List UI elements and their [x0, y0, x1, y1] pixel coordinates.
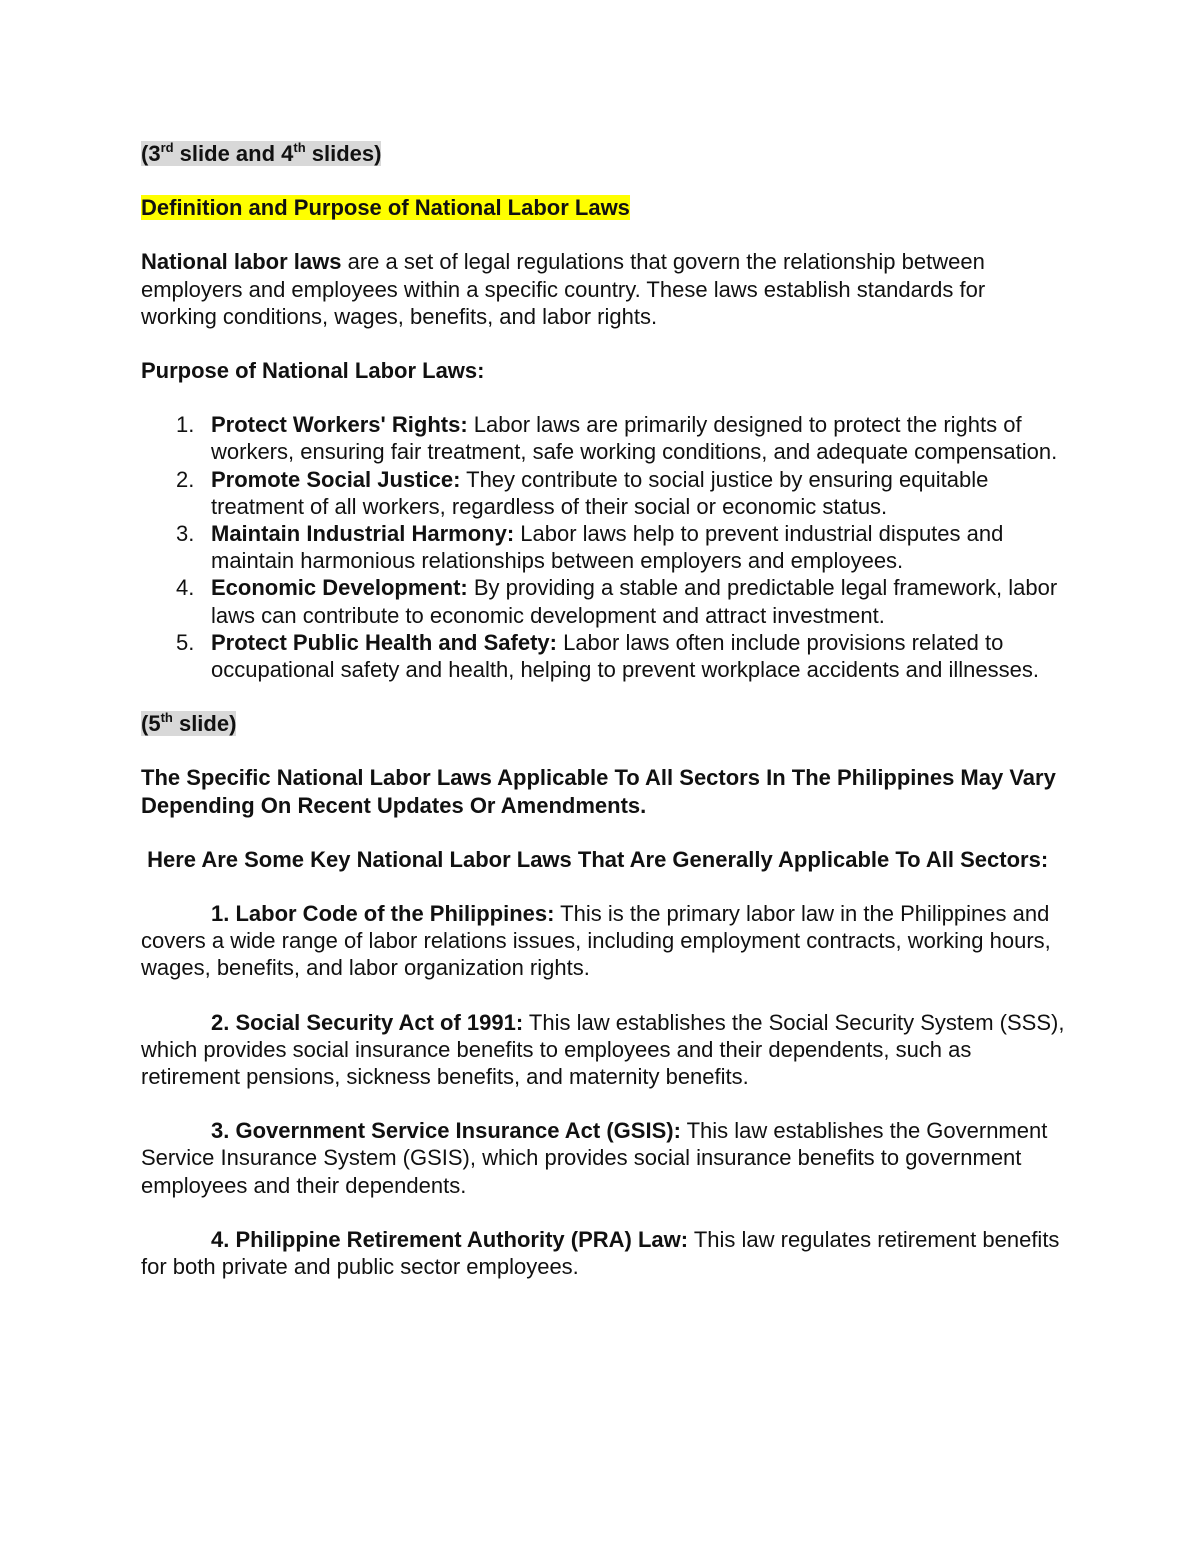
list-item — [141, 411, 1066, 465]
law-item-title: 3. Government Service Insurance Act (GSIS): — [211, 1118, 681, 1144]
slide-marker-5 — [141, 710, 1066, 737]
slide-marker-highlight: (3rd slide and 4th slides) — [141, 139, 382, 166]
law-item — [141, 1117, 1066, 1199]
law-item-title: 2. Social Security Act of 1991: — [211, 1009, 524, 1035]
list-item-title: Protect Workers' Rights: — [211, 412, 468, 438]
slide-marker-3-4 — [141, 140, 1066, 167]
law-item-title: 4. Philippine Retirement Authority (PRA) Law: — [211, 1226, 689, 1252]
list-item-title: Maintain Industrial Harmony: — [211, 521, 515, 547]
law-item — [141, 900, 1066, 982]
list-item-text: Labor laws help to prevent industrial disputes and maintain harmonious relationships between employers and employees. — [211, 521, 1004, 574]
list-item — [141, 520, 1066, 574]
list-item — [141, 466, 1066, 520]
list-item — [141, 629, 1066, 683]
list-item-text: Labor laws are primarily designed to protect the rights of workers, ensuring fair treatment, safe working conditions, and adequate compensation. — [211, 412, 1058, 465]
list-item-number: 4. — [176, 575, 195, 601]
definition-term: National labor laws — [141, 249, 342, 275]
definition-heading-highlight: Definition and Purpose of National Labor Laws — [141, 195, 630, 221]
list-item-text: Labor laws often include provisions related to occupational safety and health, helping to prevent workplace accidents and illnesses. — [211, 629, 1039, 683]
list-item-number: 1. — [176, 412, 195, 438]
list-item-title: Protect Public Health and Safety: — [211, 629, 557, 655]
list-item-title: Promote Social Justice: — [211, 466, 461, 492]
list-item-title: Economic Development: — [211, 575, 468, 601]
definition-heading — [141, 194, 1066, 221]
law-item-text: This law establishes the Social Security System (SSS), which provides social insurance benefits to employees and their dependents, such as retirement pensions, sickness benefits, and maternity benefits. — [141, 1009, 1065, 1090]
purpose-heading: Purpose of National Labor Laws: — [141, 358, 485, 384]
law-item-text: This law establishes the Government Service Insurance System (GSIS), which provides social insurance benefits to government employees and their dependents. — [141, 1118, 1048, 1198]
laws-subheading: Here Are Some Key National Labor Laws That Are Generally Applicable To All Sectors: — [141, 846, 1049, 872]
law-item — [141, 1226, 1066, 1280]
list-item-number: 3. — [176, 521, 195, 547]
definition-text: are a set of legal regulations that govern the relationship between employers and employees within a specific country. These laws establish standards for working conditions, wages, benefits, and labor rights. — [141, 249, 986, 329]
list-item — [141, 574, 1066, 628]
list-item-number: 2. — [176, 466, 195, 492]
law-item — [141, 1009, 1066, 1091]
list-item-number: 5. — [176, 629, 195, 655]
law-item-title: 1. Labor Code of the Philippines: — [211, 901, 555, 927]
laws-heading: The Specific National Labor Laws Applicable To All Sectors In The Philippines May Vary Depending On Recent Updates Or Amendments. — [141, 765, 1056, 818]
list-item-text: By providing a stable and predictable legal framework, labor laws can contribute to economic development and attract investment. — [211, 575, 1058, 628]
law-item-text: This law regulates retirement benefits for both private and public sector employees. — [141, 1226, 1060, 1280]
document-page — [141, 140, 1066, 1280]
slide-marker-highlight: (5th slide) — [141, 709, 237, 737]
law-item-text: This is the primary labor law in the Philippines and covers a wide range of labor relations issues, including employment contracts, working hours, wages, benefits, and labor organization rights. — [141, 901, 1051, 981]
definition-paragraph — [141, 248, 1066, 330]
purpose-list — [141, 411, 1066, 683]
list-item-text: They contribute to social justice by ensuring equitable treatment of all workers, regardless of their social or economic status. — [211, 466, 989, 519]
